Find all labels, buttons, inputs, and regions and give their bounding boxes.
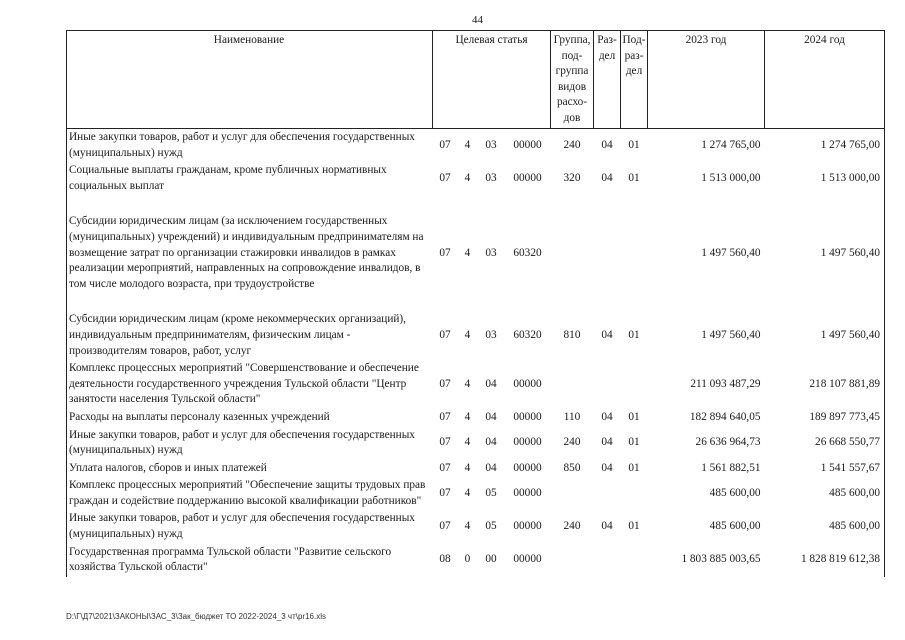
budget-table — [66, 30, 885, 577]
expense-group: 810 — [563, 328, 581, 341]
code-program: 07 — [439, 377, 451, 390]
section: 04 — [601, 171, 613, 184]
subsection: 01 — [628, 520, 640, 533]
expense-group — [551, 360, 594, 409]
code-direction: 00000 — [513, 436, 542, 449]
subsection: 01 — [628, 436, 640, 449]
table-row — [67, 427, 885, 460]
code-type: 4 — [464, 461, 471, 474]
row-name: Иные закупки товаров, работ и услуг для обеспечения государственных (муниципальных) нужд — [67, 510, 433, 543]
table-row — [67, 311, 885, 360]
row-name: Иные закупки товаров, работ и услуг для обеспечения государственных (муниципальных) нужд — [67, 427, 433, 460]
table-row — [67, 360, 885, 409]
code-program: 07 — [439, 487, 451, 500]
expense-group — [551, 477, 594, 510]
amount-2024: 1 497 560,40 — [765, 213, 885, 293]
header-year-2023: 2023 год — [648, 31, 765, 129]
amount-2024: 1 828 819 612,38 — [765, 544, 885, 577]
subsection: 01 — [628, 138, 640, 151]
header-year-2024: 2024 год — [765, 31, 885, 129]
subsection: 01 — [628, 328, 640, 341]
expense-group: 240 — [563, 436, 581, 449]
code-program: 07 — [439, 171, 451, 184]
code-direction: 00000 — [513, 171, 542, 184]
section: 04 — [601, 410, 613, 423]
code-direction: 00000 — [513, 461, 542, 474]
code-program: 07 — [439, 461, 451, 474]
table-row — [67, 409, 885, 427]
table-row — [67, 460, 885, 478]
table-row — [67, 129, 885, 163]
amount-2024: 1 513 000,00 — [765, 162, 885, 195]
table-row — [67, 162, 885, 195]
subsection — [621, 360, 648, 409]
code-element: 03 — [485, 171, 497, 184]
subsection — [621, 213, 648, 293]
subsection: 01 — [628, 461, 640, 474]
section: 04 — [601, 436, 613, 449]
section: 04 — [601, 520, 613, 533]
header-subsection: Под- раз- дел — [621, 31, 648, 129]
code-direction: 00000 — [513, 377, 542, 390]
amount-2023: 182 894 640,05 — [689, 410, 761, 423]
code-program: 07 — [439, 436, 451, 449]
file-path: D:\Г\Д7\2021\ЗАКОНЫ\ЗАС_3\Зак_бюджет ТО 2022-2024_3 чт\pr16.xls — [66, 612, 326, 621]
code-type: 4 — [464, 246, 471, 259]
section — [594, 477, 621, 510]
code-direction: 60320 — [513, 246, 542, 259]
amount-2024: 218 107 881,89 — [765, 360, 885, 409]
code-element: 05 — [485, 520, 497, 533]
code-direction: 00000 — [513, 520, 542, 533]
amount-2024: 485 600,00 — [765, 477, 885, 510]
code-program: 08 — [439, 553, 451, 566]
code-type: 4 — [464, 138, 471, 151]
row-name: Уплата налогов, сборов и иных платежей — [67, 460, 433, 478]
amount-2024: 189 897 773,45 — [765, 409, 885, 427]
code-element: 04 — [485, 436, 497, 449]
table-header-row — [67, 31, 885, 129]
row-name: Расходы на выплаты персоналу казенных учреждений — [67, 409, 433, 427]
expense-group — [551, 213, 594, 293]
amount-2023: 485 600,00 — [709, 520, 761, 533]
amount-2023: 1 274 765,00 — [701, 138, 761, 151]
row-name: Иные закупки товаров, работ и услуг для обеспечения государственных (муниципальных) нужд — [67, 129, 433, 163]
section: 04 — [601, 328, 613, 341]
table-row — [67, 213, 885, 293]
header-expense-group: Группа, под- группа видов расхо- дов — [551, 31, 594, 129]
expense-group: 240 — [563, 520, 581, 533]
expense-group: 850 — [563, 461, 581, 474]
page-number: 44 — [472, 14, 483, 26]
code-element: 04 — [485, 461, 497, 474]
subsection: 01 — [628, 410, 640, 423]
code-type: 4 — [464, 377, 471, 390]
code-program: 07 — [439, 410, 451, 423]
amount-2024: 485 600,00 — [765, 510, 885, 543]
code-element: 03 — [485, 328, 497, 341]
amount-2023: 1 497 560,40 — [701, 246, 761, 259]
code-direction: 00000 — [513, 553, 542, 566]
amount-2023: 1 497 560,40 — [701, 328, 761, 341]
amount-2024: 1 274 765,00 — [765, 129, 885, 163]
amount-2023: 1 561 882,51 — [701, 461, 761, 474]
subsection — [621, 477, 648, 510]
row-name: Государственная программа Тульской области "Развитие сельского хозяйства Тульской области" — [67, 544, 433, 577]
row-name: Комплекс процессных мероприятий "Обеспечение защиты трудовых прав граждан и содействие поддержанию высокой квалификации работников" — [67, 477, 433, 510]
code-element: 04 — [485, 410, 497, 423]
table-row — [67, 544, 885, 577]
amount-2023: 485 600,00 — [709, 487, 761, 500]
code-program: 07 — [439, 246, 451, 259]
subsection: 01 — [628, 171, 640, 184]
code-type: 4 — [464, 171, 471, 184]
amount-2023: 1 513 000,00 — [701, 171, 761, 184]
spacer-row — [67, 195, 885, 213]
code-direction: 00000 — [513, 138, 542, 151]
code-element: 03 — [485, 246, 497, 259]
expense-group — [551, 544, 594, 577]
amount-2024: 1 497 560,40 — [765, 311, 885, 360]
header-target-article: Целевая статья — [433, 31, 551, 129]
section — [594, 213, 621, 293]
code-type: 4 — [464, 328, 471, 341]
row-name: Субсидии юридическим лицам (кроме некоммерческих организаций), индивидуальным предпринимателям, физическим лицам - производителям товаров, работ, услуг — [67, 311, 433, 360]
amount-2024: 1 541 557,67 — [765, 460, 885, 478]
amount-2023: 211 093 487,29 — [690, 377, 761, 390]
expense-group: 320 — [563, 171, 581, 184]
section — [594, 544, 621, 577]
header-name: Наименование — [67, 31, 433, 129]
code-program: 07 — [439, 520, 451, 533]
code-type: 4 — [464, 520, 471, 533]
code-direction: 00000 — [513, 487, 542, 500]
code-type: 0 — [464, 553, 471, 566]
section — [594, 360, 621, 409]
code-program: 07 — [439, 328, 451, 341]
expense-group: 240 — [563, 138, 581, 151]
amount-2023: 26 636 964,73 — [695, 436, 761, 449]
code-type: 4 — [464, 436, 471, 449]
table-row — [67, 510, 885, 543]
row-name: Социальные выплаты гражданам, кроме публичных нормативных социальных выплат — [67, 162, 433, 195]
section: 04 — [601, 461, 613, 474]
subsection — [621, 544, 648, 577]
code-element: 04 — [485, 377, 497, 390]
header-section: Раз- дел — [594, 31, 621, 129]
code-program: 07 — [439, 138, 451, 151]
code-element: 05 — [485, 487, 497, 500]
code-element: 00 — [485, 553, 497, 566]
code-type: 4 — [464, 487, 471, 500]
row-name: Комплекс процессных мероприятий "Совершенствование и обеспечение деятельности государственного учреждения Тульской области "Центр занятости населения Тульской области" — [67, 360, 433, 409]
code-element: 03 — [485, 138, 497, 151]
amount-2023: 1 803 885 003,65 — [681, 553, 761, 566]
expense-group: 110 — [563, 410, 581, 423]
row-name: Субсидии юридическим лицам (за исключением государственных (муниципальных) учреждений) и индивидуальным предпринимателям на возмещение затрат по организации стажировки инвалидов в рамках реализации мероприятий, направленных на сопровождение инвалидов, в том числе молодого возраста, при трудоустройстве — [67, 213, 433, 293]
code-type: 4 — [464, 410, 471, 423]
spacer-row — [67, 293, 885, 311]
code-direction: 00000 — [513, 410, 542, 423]
section: 04 — [601, 138, 613, 151]
code-direction: 60320 — [513, 328, 542, 341]
amount-2024: 26 668 550,77 — [765, 427, 885, 460]
table-row — [67, 477, 885, 510]
